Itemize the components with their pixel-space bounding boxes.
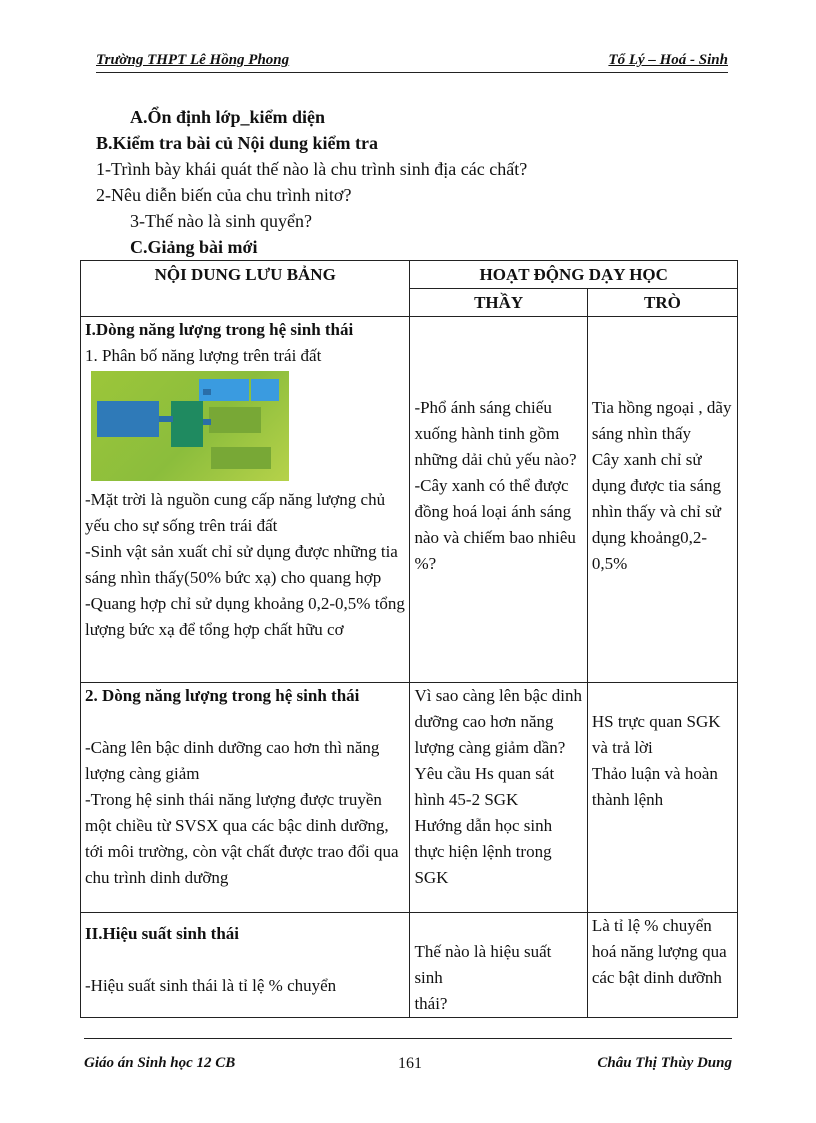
section-heading: I.Dòng năng lượng trong hệ sinh thái (85, 320, 354, 339)
lesson-intro (96, 104, 736, 260)
header-activity: HOẠT ĐỘNG DẠY HỌC (410, 261, 738, 289)
teacher-question: thái? (414, 994, 448, 1013)
page-header (96, 50, 728, 73)
intro-line-a: A.Ổn định lớp_kiểm diện (130, 107, 326, 127)
table-row (81, 317, 738, 683)
intro-line-c: C.Giảng bài mới (130, 237, 258, 257)
subsection-heading: 1. Phân bố năng lượng trên trái đất (85, 346, 322, 365)
student-answer: Là tỉ lệ % chuyển hoá năng lượng qua các bật dinh dưỡnh (591, 916, 727, 987)
teacher-cell (410, 683, 587, 913)
teacher-cell (410, 317, 587, 683)
content-paragraph: -Trong hệ sinh thái năng lượng được truyền một chiều từ SVSX qua các bậc dinh dưỡng, tới môi trường, còn vật chất được trao đổi qua chu trình dinh dưỡng (85, 790, 399, 887)
student-cell (587, 683, 737, 913)
student-answer: HS trực quan SGK và trả lời (591, 712, 721, 757)
intro-question-3: 3-Thế nào là sinh quyển? (130, 211, 312, 231)
teacher-cell (410, 913, 587, 1018)
department-name: Tổ Lý – Hoá - Sinh (608, 52, 728, 68)
content-paragraph: -Quang hợp chỉ sử dụng khoảng 0,2-0,5% tổng lượng bức xạ để tổng hợp chất hữu cơ (85, 594, 405, 639)
teacher-question: Vì sao càng lên bậc dinh dưỡng cao hơn năng lượng càng giảm dần? Yêu cầu Hs quan sát hình 45-2 SGK (414, 686, 583, 809)
content-cell (81, 317, 410, 683)
content-cell (81, 913, 410, 1018)
teacher-question: -Phổ ánh sáng chiếu xuống hành tinh gồm những dải chủ yếu nào? (414, 398, 577, 469)
header-student: TRÒ (587, 289, 737, 317)
intro-question-1: 1-Trình bày khái quát thế nào là chu trình sinh địa các chất? (96, 159, 528, 179)
student-answer: Thảo luận và hoàn thành lệnh (591, 764, 718, 809)
table-row (81, 683, 738, 913)
content-paragraph: -Sinh vật sản xuất chỉ sử dụng được những tia sáng nhìn thấy(50% bức xạ) cho quang hợp (85, 542, 398, 587)
subsection-heading: 2. Dòng năng lượng trong hệ sinh thái (85, 686, 360, 705)
content-paragraph: -Càng lên bậc dinh dưỡng cao hơn thì năng lượng càng giảm (85, 738, 380, 783)
student-answer: Cây xanh chỉ sử dụng được tia sáng nhìn thấy và chỉ sử dụng khoảng0,2-0,5% (591, 450, 721, 573)
lesson-table (80, 260, 738, 1018)
energy-flow-diagram-icon (91, 371, 289, 481)
page-footer (84, 1038, 732, 1072)
course-name: Giáo án Sinh học 12 CB (84, 1055, 236, 1071)
teacher-question: -Cây xanh có thể được đồng hoá loại ánh sáng nào và chiếm bao nhiêu %? (414, 476, 576, 573)
header-teacher: THẦY (410, 289, 587, 317)
intro-question-2: 2-Nêu diễn biến của chu trình nitơ? (96, 185, 352, 205)
intro-line-b: B.Kiểm tra bài củ Nội dung kiểm tra (96, 133, 378, 153)
table-row (81, 913, 738, 1018)
teacher-question: Hướng dẫn học sinh thực hiện lệnh trong SGK (414, 816, 553, 887)
student-cell (587, 913, 737, 1018)
content-paragraph: -Hiệu suất sinh thái là tỉ lệ % chuyển (85, 976, 337, 995)
student-cell (587, 317, 737, 683)
author-name: Châu Thị Thùy Dung (597, 1055, 732, 1071)
section-heading: II.Hiệu suất sinh thái (85, 924, 239, 943)
teacher-question: Thế nào là hiệu suất sinh (414, 942, 552, 987)
content-cell (81, 683, 410, 913)
content-paragraph: -Mặt trời là nguồn cung cấp năng lượng chủ yếu cho sự sống trên trái đất (85, 490, 386, 535)
header-content: NỘI DUNG LƯU BẢNG (81, 261, 410, 317)
student-answer: Tia hồng ngoại , dãy sáng nhìn thấy (591, 398, 732, 443)
page-number: 161 (398, 1055, 422, 1072)
school-name: Trường THPT Lê Hồng Phong (96, 52, 290, 68)
